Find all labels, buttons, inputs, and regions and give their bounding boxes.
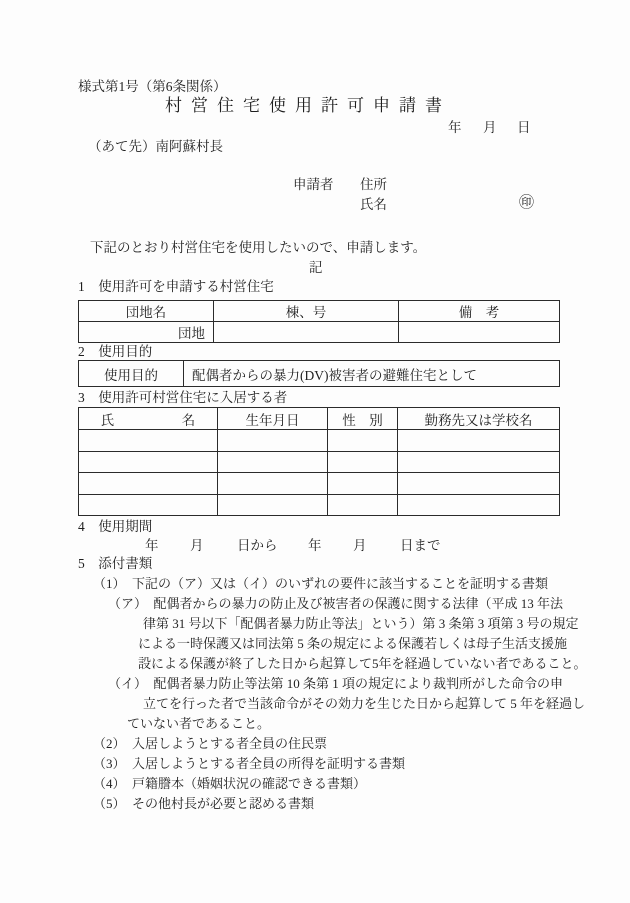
page-title: 村営住宅使用許可申請書 — [165, 96, 451, 115]
purpose-label: 使用目的 — [79, 361, 184, 387]
danchi-suffix-cell: 団地 — [79, 322, 214, 343]
table-row — [79, 494, 560, 516]
attachment-line-1: （1） 下記の（ア）又は（イ）のいずれの要件に該当することを証明する書類 — [93, 576, 549, 591]
name-label: 氏名 — [360, 197, 387, 212]
period-month2-label: 月 — [353, 538, 367, 553]
empty-cell — [214, 322, 399, 343]
empty-cell — [398, 473, 560, 495]
occupants-col-birthday: 生年月日 — [218, 408, 328, 430]
attachment-line-3: （3） 入居しようとする者全員の所得を証明する書類 — [93, 756, 406, 771]
section1-heading: 1 使用許可を申請する村営住宅 — [78, 279, 274, 294]
empty-cell — [218, 430, 328, 452]
empty-cell — [218, 451, 328, 473]
attachment-line-a: （ア） 配偶者からの暴力の防止及び被害者の保護に関する法律（平成 13 年法 — [108, 596, 564, 611]
ki-marker: 記 — [309, 260, 323, 275]
date-year-label: 年 — [448, 120, 462, 135]
form-number: 様式第1号（第6条関係） — [78, 79, 227, 94]
housing-col-tou: 棟、号 — [214, 301, 399, 322]
address-label: 住所 — [360, 177, 387, 192]
empty-cell — [218, 494, 328, 516]
purpose-value: 配偶者からの暴力(DV)被害者の避難住宅として — [184, 361, 560, 387]
attachment-line-a-cont: 設による保護が終了した日から起算して5年を経過していない者であること。 — [138, 656, 587, 671]
empty-cell — [328, 473, 398, 495]
period-year2-label: 年 — [308, 538, 322, 553]
empty-cell — [399, 322, 560, 343]
attachment-line-i-cont: ていない者であること。 — [127, 716, 271, 731]
date-day-label: 日 — [517, 120, 531, 135]
empty-cell — [398, 494, 560, 516]
attachment-line-a-cont: 律第 31 号以下「配偶者暴力防止等法」という）第 3 条第 3 項第 3 号の規定 — [143, 616, 579, 631]
empty-cell — [79, 473, 218, 495]
housing-col-biko: 備 考 — [399, 301, 560, 322]
occupants-col-name: 氏 名 — [79, 408, 218, 430]
table-row — [79, 322, 560, 343]
housing-table — [78, 300, 560, 343]
attachment-line-2: （2） 入居しようとする者全員の住民票 — [93, 736, 328, 751]
period-month1-label: 月 — [190, 538, 204, 553]
section3-heading: 3 使用許可村営住宅に入居する者 — [78, 390, 288, 405]
occupants-table — [78, 407, 560, 516]
attachment-line-4: （4） 戸籍謄本（婚姻状況の確認できる書類） — [93, 776, 367, 791]
attachment-line-i-cont: 立てを行った者で当該命令がその効力を生じた日から起算して 5 年を経過し — [143, 696, 586, 711]
period-day1-label: 日から — [237, 538, 278, 553]
attachment-line-i: （イ） 配偶者暴力防止等法第 10 条第 1 項の規定により裁判所がした命令の申 — [108, 676, 564, 691]
empty-cell — [79, 430, 218, 452]
housing-col-danchi: 団地名 — [79, 301, 214, 322]
attachment-line-a-cont: による一時保護又は同法第 5 条の規定による保護若しくは母子生活支援施 — [138, 636, 568, 651]
table-row — [79, 473, 560, 495]
empty-cell — [328, 494, 398, 516]
attachment-line-5: （5） その他村長が必要と認める書類 — [93, 796, 315, 811]
empty-cell — [398, 430, 560, 452]
period-year1-label: 年 — [145, 538, 159, 553]
section4-heading: 4 使用期間 — [78, 519, 153, 534]
section2-heading: 2 使用目的 — [78, 344, 153, 359]
empty-cell — [79, 451, 218, 473]
seal-icon: ㊞ — [519, 195, 535, 211]
occupants-col-work: 勤務先又は学校名 — [398, 408, 560, 430]
section5-heading: 5 添付書類 — [78, 556, 153, 571]
date-month-label: 月 — [483, 120, 497, 135]
empty-cell — [218, 473, 328, 495]
purpose-table — [78, 360, 560, 387]
table-row — [79, 430, 560, 452]
empty-cell — [328, 451, 398, 473]
intro-text: 下記のとおり村営住宅を使用したいので、申請します。 — [90, 240, 427, 255]
addressee: （あて先）南阿蘇村長 — [88, 139, 223, 154]
empty-cell — [328, 430, 398, 452]
period-day2-label: 日まで — [400, 538, 441, 553]
empty-cell — [398, 451, 560, 473]
applicant-label: 申請者 — [293, 177, 334, 192]
empty-cell — [79, 494, 218, 516]
table-row — [79, 451, 560, 473]
occupants-col-sex: 性 別 — [328, 408, 398, 430]
